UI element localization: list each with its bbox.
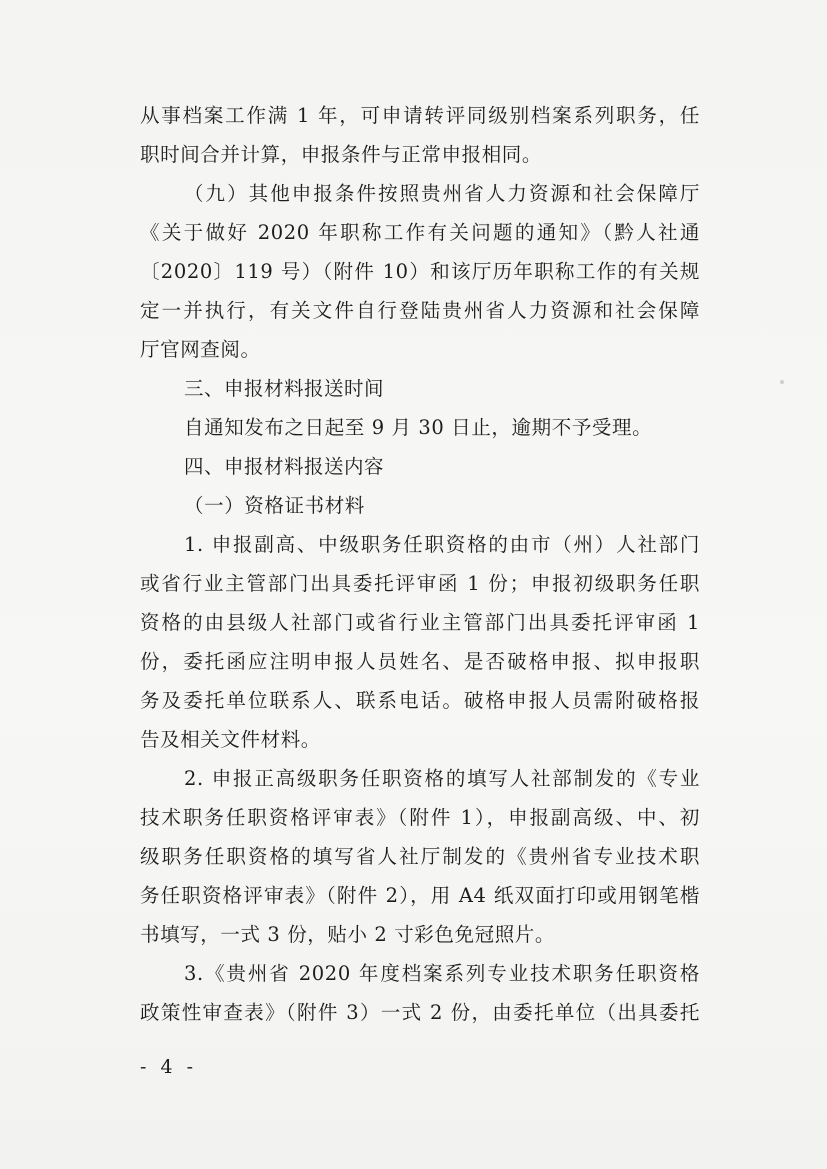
subsection-heading: （一）资格证书材料 — [184, 494, 365, 517]
body-line: 书填写，一式 3 份，贴小 2 寸彩色免冠照片。 — [140, 923, 556, 946]
body-line: 告及相关文件材料。 — [140, 728, 321, 751]
body-line: 或省行业主管部门出具委托评审函 1 份；申报初级职务任职 — [140, 572, 700, 595]
body-line: 政策性审查表》（附件 3）一式 2 份，由委托单位（出具委托 — [140, 1001, 700, 1024]
body-line: 务任职资格评审表》（附件 2），用 A4 纸双面打印或用钢笔楷 — [140, 884, 700, 907]
body-line: 从事档案工作满 1 年，可申请转评同级别档案系列职务，任 — [140, 104, 700, 127]
section-heading: 三、申报材料报送时间 — [184, 377, 385, 400]
body-line: 1. 申报副高、中级职务任职资格的由市（州）人社部门 — [184, 533, 700, 556]
section-heading: 四、申报材料报送内容 — [184, 455, 385, 478]
body-line: 《关于做好 2020 年职称工作有关问题的通知》（黔人社通 — [140, 221, 700, 244]
body-line: 职时间合并计算，申报条件与正常申报相同。 — [140, 143, 543, 166]
body-line: 自通知发布之日起至 9 月 30 日止，逾期不予受理。 — [184, 416, 653, 439]
body-line: （九）其他申报条件按照贵州省人力资源和社会保障厅 — [184, 182, 700, 205]
scan-speck — [780, 380, 784, 384]
page-number: - 4 - — [140, 1056, 198, 1078]
body-line: 〔2020〕119 号）（附件 10）和该厅历年职称工作的有关规 — [140, 260, 700, 283]
body-line: 技术职务任职资格评审表》（附件 1），申报副高级、中、初 — [140, 806, 700, 829]
body-line: 份，委托函应注明申报人员姓名、是否破格申报、拟申报职 — [140, 650, 700, 673]
body-line: 3.《贵州省 2020 年度档案系列专业技术职务任职资格 — [184, 962, 700, 985]
body-line: 资格的由县级人社部门或省行业主管部门出具委托评审函 1 — [140, 611, 700, 634]
body-line: 厅官网查阅。 — [140, 338, 261, 361]
body-line: 务及委托单位联系人、联系电话。破格申报人员需附破格报 — [140, 689, 700, 712]
body-line: 级职务任职资格的填写省人社厅制发的《贵州省专业技术职 — [140, 845, 700, 868]
body-line: 定一并执行，有关文件自行登陆贵州省人力资源和社会保障 — [140, 299, 700, 322]
body-line: 2. 申报正高级职务任职资格的填写人社部制发的《专业 — [184, 767, 700, 790]
